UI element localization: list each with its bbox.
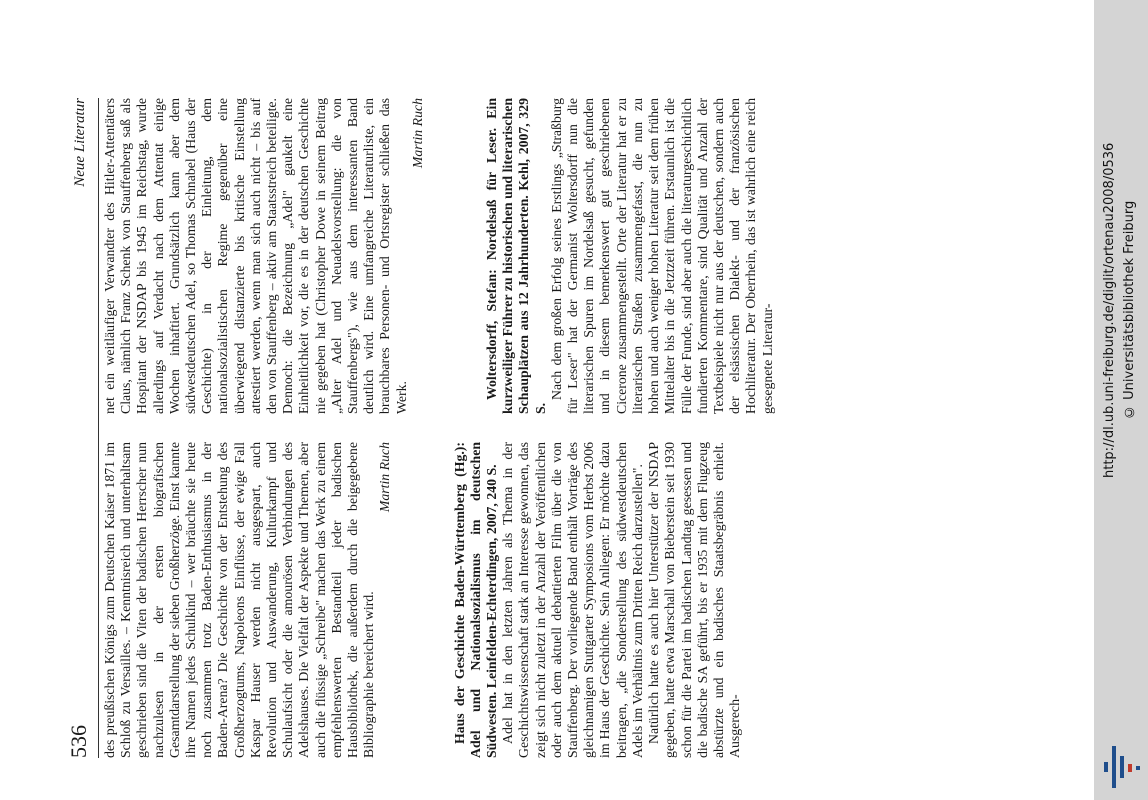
text-columns xyxy=(102,98,1082,758)
left-signature-1: Martin Ruch xyxy=(377,442,393,513)
right-review-heading: Woltersdorff, Stefan: Nordelsaß für Leser. Ein kurzweiliger Führer zu historischen und literarischen Schauplätzen aus 12 Jahrhunderten. Kehl, 2007, 329 S. xyxy=(484,98,548,414)
section-gap xyxy=(394,442,452,758)
source-url-link[interactable]: http://dl.ub.uni-freiburg.de/diglit/ortenau2008/0536 xyxy=(1102,142,1117,478)
logo-bar-5 xyxy=(1136,766,1140,770)
logo-bar-3 xyxy=(1120,756,1124,778)
left-column xyxy=(102,442,1062,758)
left-paragraph-2: Adel hat in den letzten Jahren als Thema in der Geschichtswissenschaft stark an Interesse gewonnen, das zeigt sich nicht zuletzt in der Anzahl der Veröffentlichen oder auch dem aktuell debattierten Film über die von Stauffenberg. Der vorliegende Band enthält Vorträge des gleichnamigen Stuttgarter Symposions vom Herbst 2006 im Haus der Geschichte. Sein Anliegen: Er möchte dazu beitragen, „die Sonderstellung des südwestdeutschen Adels im Verhältnis zum Dritten Reich darzustellen". xyxy=(500,442,645,758)
ub-freiburg-logo-icon xyxy=(1100,742,1144,790)
page-header xyxy=(58,98,99,758)
left-paragraph-1: des preußischen Königs zum Deutschen Kaiser 1871 im Schloß zu Versailles. – Kenntnisreich und unterhaltsam geschrieben sind die Viten der badischen Herrscher nun nachzulesen in der ersten biografischen Gesamtdarstellung der sieben Großherzöge. Einst kannte ihre Namen jedes Schulkind – wer bräuchte sie heute noch zusammen trotz Baden-Enthusiasmus in der Baden-Arena? Die Geschichte von der Entstehung des Großherzogtums, Napoleons Einflüsse, der ewige Fall Kaspar Hauser werden nicht ausgespart, auch Revolution und Auswanderung, Kulturkampf und Schulaufsicht oder die amourösen Verbindungen des Adelshauses. Die Vielfalt der Aspekte und Themen, aber auch die flüssige „Schreibe" machen das Werk zu einem empfehlenswerten Bestandteil jeder badischen Hausbibliothek, die außerdem durch die beigegebene Bibliographie bereichert wird. xyxy=(102,442,377,758)
running-title: Neue Literatur xyxy=(72,98,88,187)
rotated-page-content xyxy=(48,12,1090,788)
right-column xyxy=(102,98,1062,414)
left-review-heading: Haus der Geschichte Baden-Württemberg (Hg.): Adel und Nationalsozialismus im deutschen Südwesten. Leinfelden-Echterdingen, 2007, 240 S. xyxy=(451,442,500,758)
source-sidebar xyxy=(1094,0,1148,800)
scanned-page xyxy=(48,12,1090,788)
section-gap xyxy=(426,98,484,414)
right-signature-1: Martin Ruch xyxy=(409,98,425,169)
left-paragraph-3: Natürlich hatte es auch hier Unterstützer der NSDAP gegeben, hatte etwa Marschall von Bieberstein seit 1930 schon für die Partei im badischen Landtag gesessen und die badische SA geführt, bis er 1935 mit dem Flugzeug abstürzte und ein badisches Staatsbegräbnis erhielt. Ausgerech- xyxy=(646,442,743,758)
logo-bar-1 xyxy=(1104,762,1108,772)
logo-bar-2 xyxy=(1112,746,1116,788)
logo-bar-4 xyxy=(1128,764,1132,772)
page-number: 536 xyxy=(66,725,91,758)
right-paragraph-1: net ein weitläufiger Verwandter des Hitler-Attentäters Claus, nämlich Franz Schenk von Stauffenberg saß als Hospitant der NSDAP bis 1945 im Reichstag, wurde allerdings auf Verdacht nach dem Attentat einige Wochen inhaftiert. Grundsätzlich kann aber dem südwestdeutschen Adel, so Thomas Schnabel (Haus der Geschichte) in der Einleitung, dem nationalsozialistischen Regime gegenüber eine überwiegend distanzierte bis kritische Einstellung attestiert werden, wenn man sich auch nicht – bis auf den von Stauffenberg – aktiv am Staatsstreich beteiligte. Dennoch: die Bezeichnung „Adel" gaukelt eine Einheitlichkeit vor, die es in der deutschen Geschichte nie gegeben hat (Christopher Dowe in seinem Beitrag „Alter Adel und Neuadelsvorstellung: die von Stauffenbergs"), wie aus dem interessanten Band deutlich wird. Eine umfangreiche Literaturliste, ein brauchbares Personen- und Ortsregister schließen das Werk. xyxy=(102,98,409,414)
right-paragraph-2: Nach dem großen Erfolg seines Erstlings „Straßburg für Leser" hat der Germanist Woltersdorff nun die literarischen Spuren im Nordelsaß gesucht, gefunden und in diesem bemerkenswert gut geschriebenen Cicerone zusammengestellt. Orte der Literatur hat er zu literarischen Straßen zusammengefasst, die nun zu hohen und auch weniger hohen Literatur seit dem frühen Mittelalter bis in die Jetztzeit führen. Erstaunlich ist die Fülle der Funde, sind aber auch die literaturgeschichtlich fundierten Kommentare, sind Qualität und Anzahl der Textbeispiele nicht nur aus der deutschen, sondern auch der elsässischen Dialekt- und der französischen Hochliteratur. Der Oberrhein, das ist wahrlich eine reich gesegnete Literatur- xyxy=(548,98,775,414)
copyright-notice: © Universitätsbibliothek Freiburg xyxy=(1122,200,1137,420)
